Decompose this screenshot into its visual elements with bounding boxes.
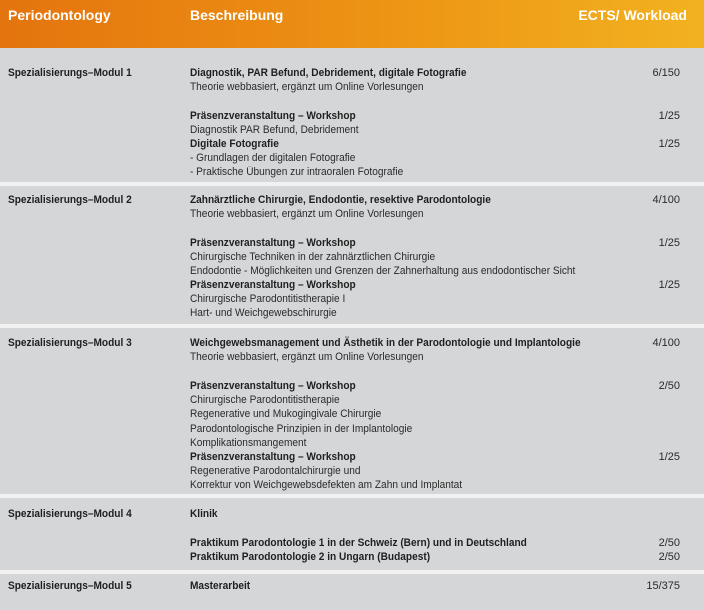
module-ects: 6/150 [652,67,680,79]
module-ects: 4/100 [652,194,680,206]
module-subtitle: Theorie webbasiert, ergänzt um Online Vorlesungen [190,81,424,93]
practicum-ects: 2/50 [658,537,680,549]
workshop-ects: 1/25 [658,237,680,249]
workshop-ects: 2/50 [658,380,680,392]
workshop-title: Präsenzveranstaltung – Workshop [190,451,356,463]
table-header [0,0,704,48]
workshop-line: Diagnostik PAR Befund, Debridement [190,124,359,136]
workshop-line: - Grundlagen der digitalen Fotografie [190,152,356,164]
workshop-title: Präsenzveranstaltung – Workshop [190,380,356,392]
workshop-ects: 1/25 [658,451,680,463]
workshop-line: Parodontologische Prinzipien in der Implantologie [190,423,413,435]
workshop-line: Endodontie - Möglichkeiten und Grenzen der Zahnerhaltung aus endodontischer Sicht [190,265,576,277]
module-name: Spezialisierungs–Modul 1 [8,67,132,79]
practicum-line: Praktikum Parodontologie 1 in der Schweiz (Bern) und in Deutschland [190,537,527,549]
module-ects: 15/375 [646,580,680,592]
workshop-ects: 1/25 [658,138,680,150]
module-1-row [0,48,704,182]
workshop-ects: 1/25 [658,279,680,291]
header-beschreibung: Beschreibung [190,7,284,23]
workshop-title: Präsenzveranstaltung – Workshop [190,237,356,249]
module-title: Masterarbeit [190,580,251,592]
workshop-line: Chirurgische Techniken in der zahnärztlichen Chirurgie [190,251,436,263]
module-name: Spezialisierungs–Modul 3 [8,337,132,349]
workshop-line: Regenerative und Mukogingivale Chirurgie [190,408,382,420]
module-title: Weichgewebsmanagement und Ästhetik in der Parodontologie und Implantologie [190,337,581,349]
workshop-line: Chirurgische Parodontitistherapie I [190,293,346,305]
workshop-line: Komplikationsmangement [190,437,307,449]
workshop-title: Präsenzveranstaltung – Workshop [190,279,356,291]
header-periodontology: Periodontology [8,7,111,23]
practicum-line: Praktikum Parodontologie 2 in Ungarn (Budapest) [190,551,431,563]
module-5-row [0,574,704,610]
workshop-line: Hart- und Weichgewebschirurgie [190,307,337,319]
workshop-line: Regenerative Parodontalchirurgie und [190,465,361,477]
module-title: Klinik [190,508,218,520]
module-2-row [0,186,704,324]
workshop-title: Präsenzveranstaltung – Workshop [190,110,356,122]
header-ects-workload: ECTS/ Workload [578,7,687,23]
module-subtitle: Theorie webbasiert, ergänzt um Online Vorlesungen [190,351,424,363]
workshop-line: - Praktische Übungen zur intraoralen Fotografie [190,166,404,178]
workshop-ects: 1/25 [658,110,680,122]
workshop-line: Chirurgische Parodontitistherapie [190,394,340,406]
module-3-row [0,328,704,494]
workshop-title: Digitale Fotografie [190,138,279,150]
module-subtitle: Theorie webbasiert, ergänzt um Online Vorlesungen [190,208,424,220]
module-title: Zahnärztliche Chirurgie, Endodontie, resektive Parodontologie [190,194,491,206]
module-name: Spezialisierungs–Modul 5 [8,580,132,592]
workshop-line: Korrektur von Weichgewebsdefekten am Zahn und Implantat [190,479,463,491]
module-name: Spezialisierungs–Modul 2 [8,194,132,206]
module-4-row [0,498,704,570]
module-ects: 4/100 [652,337,680,349]
practicum-ects: 2/50 [658,551,680,563]
module-name: Spezialisierungs–Modul 4 [8,508,132,520]
module-title: Diagnostik, PAR Befund, Debridement, digitale Fotografie [190,67,467,79]
